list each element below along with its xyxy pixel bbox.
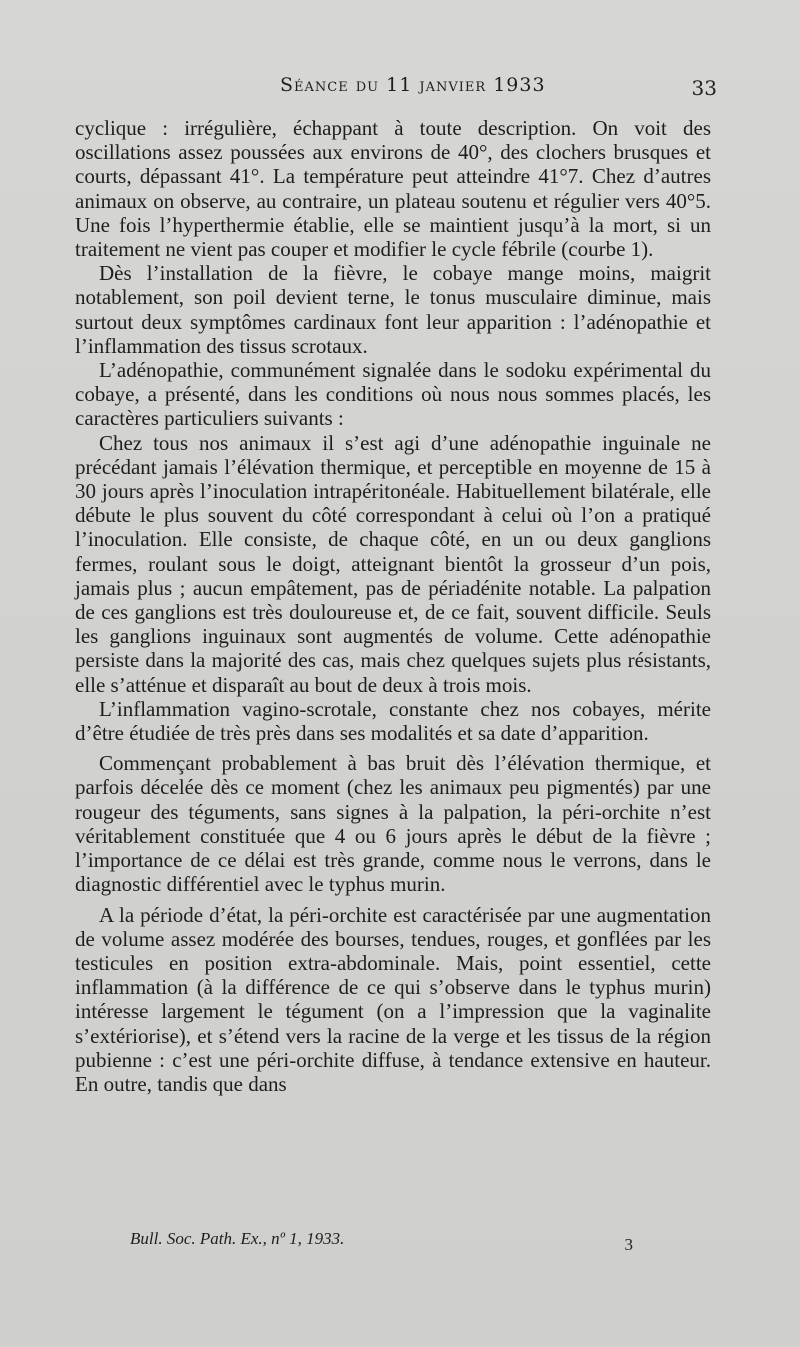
page-number: 33: [691, 76, 717, 100]
body-text: [75, 116, 711, 1096]
page-header: [75, 74, 725, 104]
running-head: Séance du 11 janvier 1933: [280, 74, 546, 96]
paragraph: Dès l’installation de la fièvre, le cobaye mange moins, maigrit notablement, son poil devient terne, le tonus musculaire diminue, mais surtout deux symptômes cardinaux font leur apparition : l’adénopathie et l’inflammation des tissus scrotaux.: [75, 261, 711, 358]
paragraph: cyclique : irrégulière, échappant à toute description. On voit des oscillations assez poussées aux environs de 40°, des clochers brusques et courts, dépassant 41°. La température peut atteindre 41°7. Chez d’autres animaux on observe, au contraire, un plateau soutenu et régulier vers 40°5. Une fois l’hyperthermie établie, elle se maintient jusqu’à la mort, si un traitement ne vient pas couper et modifier le cycle fébrile (courbe 1).: [75, 116, 711, 262]
journal-reference: Bull. Soc. Path. Ex., nº 1, 1933.: [130, 1229, 345, 1248]
paragraph: Commençant probablement à bas bruit dès l’élévation thermique, et parfois décelée dès ce moment (chez les animaux peu pigmentés) par une rougeur des téguments, sans signes à la palpation, la péri-orchite n’est véritablement constituée que 4 ou 6 jours après le début de la fièvre ; l’importance de ce délai est très grande, comme nous le verrons, dans le diagnostic différentiel avec le typhus murin.: [75, 751, 711, 897]
paragraph: L’adénopathie, communément signalée dans le sodoku expérimental du cobaye, a présenté, dans les conditions où nous nous sommes placés, les caractères particuliers suivants :: [75, 358, 711, 431]
paragraph: A la période d’état, la péri-orchite est caractérisée par une augmentation de volume assez modérée des bourses, tendues, rouges, et gonflées par les testicules en position extra-abdominale. Mais, point essentiel, cette inflammation (à la différence de ce qui s’observe dans le typhus murin) intéresse largement le tégument (on a l’impression que la vaginalite s’extériorise), et s’étend vers la racine de la verge et les tissus de la région pubienne : c’est une péri-orchite diffuse, à tendance extensive en hauteur. En outre, tandis que dans: [75, 902, 711, 1096]
page-footer: [75, 1229, 711, 1253]
signature-mark: 3: [624, 1235, 633, 1254]
paragraph: Chez tous nos animaux il s’est agi d’une adénopathie inguinale ne précédant jamais l’élévation thermique, et perceptible en moyenne de 15 à 30 jours après l’inoculation intrapéritonéale. Habituellement bilatérale, elle débute le plus souvent du côté correspondant à celui où l’on a pratiqué l’inoculation. Elle consiste, de chaque côté, en un ou deux ganglions fermes, roulant sous le doigt, atteignant bientôt la grosseur d’un pois, jamais plus ; aucun empâtement, pas de périadénite notable. La palpation de ces ganglions est très douloureuse et, de ce fait, souvent difficile. Seuls les ganglions inguinaux sont augmentés de volume. Cette adénopathie persiste dans la majorité des cas, mais chez quelques sujets plus résistants, elle s’atténue et disparaît au bout de deux à trois mois.: [75, 430, 711, 697]
paragraph: L’inflammation vagino-scrotale, constante chez nos cobayes, mérite d’être étudiée de très près dans ses modalités et sa date d’apparition.: [75, 696, 711, 746]
